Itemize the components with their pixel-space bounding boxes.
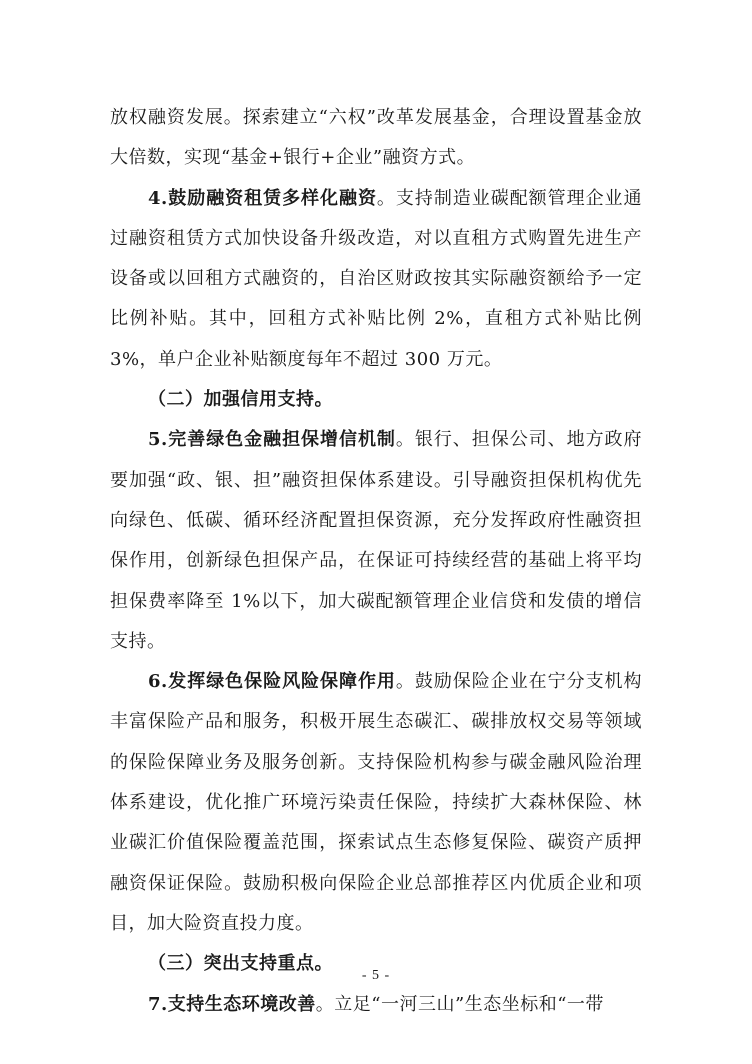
paragraph-text: 。鼓励保险企业在宁分支机构丰富保险产品和服务，积极开展生态碳汇、碳排放权交易等领域的保险保障业务及服务创新。支持保险机构参与碳金融风险治理体系建设，优化推广环境污染责任保险，持续扩大森林保险、林业碳汇价值保险覆盖范围，探索试点生态修复保险、碳资产质押融资保证保险。鼓励积极向保险企业总部推荐区内优质企业和项目，加大险资直投力度。 <box>110 671 643 934</box>
paragraph-text: 放权融资发展。探索建立“六权”改革发展基金，合理设置基金放大倍数，实现“基金+银行+企业”融资方式。 <box>110 107 642 169</box>
item-title: 5.完善绿色金融担保增信机制 <box>148 429 396 451</box>
heading-text: （三）突出支持重点。 <box>148 953 333 975</box>
paragraph-item-6 <box>110 662 642 944</box>
section-heading-2 <box>110 380 642 420</box>
heading-text: （二）加强信用支持。 <box>148 389 333 411</box>
paragraph-item-4 <box>110 179 642 380</box>
document-page <box>110 98 642 1025</box>
paragraph-text: 。银行、担保公司、地方政府要加强“政、银、担”融资担保体系建设。引导融资担保机构优先向绿色、低碳、循环经济配置担保资源，充分发挥政府性融资担保作用，创新绿色担保产品，在保证可持续经营的基础上将平均担保费率降至 1%以下，加大碳配额管理企业信贷和发债的增信支持。 <box>110 429 643 652</box>
page-number: - 5 - <box>361 968 391 983</box>
paragraph-item-5 <box>110 420 642 662</box>
paragraph-text: 。立足“一河三山”生态坐标和“一带 <box>315 993 604 1015</box>
item-title: 7.支持生态环境改善 <box>148 993 316 1015</box>
item-title: 4.鼓励融资租赁多样化融资 <box>148 187 377 209</box>
paragraph-text: 。支持制造业碳配额管理企业通过融资租赁方式加快设备升级改造，对以直租方式购置先进生产设备或以回租方式融资的，自治区财政按其实际融资额给予一定比例补贴。其中，回租方式补贴比例 2%，直租方式补贴比例 3%，单户企业补贴额度每年不超过 300 万元。 <box>110 187 643 370</box>
paragraph-item-7 <box>110 985 642 1025</box>
paragraph-continuation <box>110 98 642 179</box>
item-title: 6.发挥绿色保险风险保障作用 <box>148 671 396 693</box>
